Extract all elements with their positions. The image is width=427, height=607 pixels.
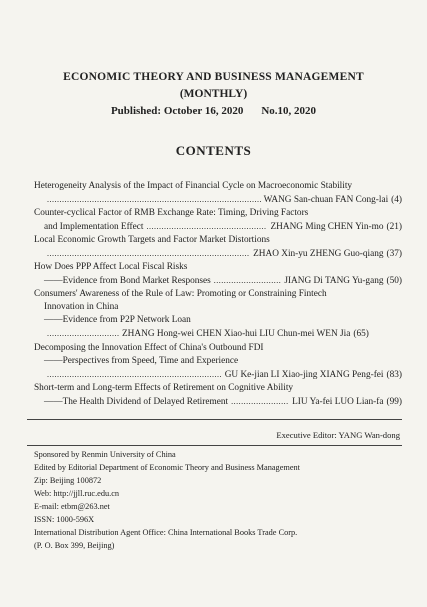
contents-heading: CONTENTS: [175, 143, 252, 158]
zip-line: Zip: Beijing 100872: [34, 476, 102, 485]
article-6-title: Decomposing the Innovation Effect of China's Outbound FDI: [34, 343, 264, 353]
bottom-divider: [27, 445, 402, 446]
article-2-byline: [44, 221, 402, 233]
article-5-subtitle: ——Evidence from P2P Network Loan: [44, 315, 191, 325]
publication-line: [0, 105, 427, 117]
article-3-byline: [44, 248, 402, 260]
journal-frequency: (MONTHLY): [179, 88, 248, 100]
article-4-byline: [44, 275, 402, 287]
leader-dots: [47, 369, 222, 380]
leader-dots: [47, 194, 261, 205]
leader-dots: [231, 396, 289, 407]
issn-line: ISSN: 1000-596X: [34, 515, 95, 524]
article-2-page: (21): [386, 222, 402, 232]
article-1-title: Heterogeneity Analysis of the Impact of Financial Cycle on Macroeconomic Stability: [34, 181, 353, 191]
article-6-page: (83): [386, 370, 402, 380]
article-1-authors: WANG San-chuan FAN Cong-lai: [263, 195, 389, 205]
article-6-subtitle: ——Perspectives from Speed, Time and Experience: [44, 356, 239, 366]
article-2-lead: and Implementation Effect: [44, 222, 144, 232]
article-7-title: Short-term and Long-term Effects of Retirement on Cognitive Ability: [34, 383, 294, 393]
article-3-page: (37): [386, 249, 402, 259]
article-5-authors: ZHANG Hong-wei CHEN Xiao-hui LIU Chun-mei WEN Jia: [122, 329, 351, 339]
article-2-title: Counter-cyclical Factor of RMB Exchange Rate: Timing, Driving Factors: [34, 208, 309, 218]
article-4-title: How Does PPP Affect Local Fiscal Risks: [34, 262, 188, 272]
article-4-lead: ——Evidence from Bond Market Responses: [44, 276, 211, 286]
email-line: E-mail: etbm@263.net: [34, 502, 110, 511]
web-line: Web: http://jjll.ruc.edu.cn: [34, 489, 120, 498]
editor-line: Edited by Editorial Department of Economic Theory and Business Management: [34, 463, 300, 472]
published-date: Published: October 16, 2020: [110, 105, 244, 117]
sponsor-line: Sponsored by Renmin University of China: [34, 450, 176, 459]
article-6-byline: [44, 369, 402, 381]
top-divider: [27, 419, 402, 420]
article-5-byline: [44, 328, 402, 340]
executive-editor: Executive Editor: YANG Wan-dong: [276, 430, 400, 440]
article-2-authors: ZHANG Ming CHEN Yin-mo: [270, 222, 384, 232]
article-3-authors: ZHAO Xin-yu ZHENG Guo-qiang: [253, 249, 384, 259]
article-7-authors: LIU Ya-fei LUO Lian-fa: [292, 397, 384, 407]
article-4-page: (50): [386, 276, 402, 286]
issue-number: No.10, 2020: [261, 105, 317, 117]
leader-dots: [146, 221, 267, 232]
article-5-title: Consumers' Awareness of the Rule of Law: Promoting or Constraining Fintech: [34, 289, 327, 299]
journal-title: ECONOMIC THEORY AND BUSINESS MANAGEMENT: [63, 71, 364, 83]
article-6-authors: GU Ke-jian LI Xiao-jing XIANG Peng-fei: [224, 370, 384, 380]
distribution-line: International Distribution Agent Office: China International Books Trade Corp.: [34, 528, 298, 537]
po-box-line: (P. O. Box 399, Beijing): [34, 541, 115, 550]
leader-dots: [214, 275, 282, 286]
article-7-lead: ——The Health Dividend of Delayed Retirement: [44, 397, 229, 407]
article-3-title: Local Economic Growth Targets and Factor Market Distortions: [34, 235, 270, 245]
leader-dots: [47, 328, 119, 339]
article-1-byline: [44, 194, 402, 206]
article-5-page: (65): [353, 329, 369, 339]
article-1-page: (4): [391, 195, 402, 205]
article-4-authors: JIANG Di TANG Yu-gang: [284, 276, 384, 286]
article-5-title-cont: Innovation in China: [44, 302, 119, 312]
article-7-byline: [44, 396, 402, 408]
article-7-page: (99): [386, 397, 402, 407]
leader-dots: [47, 248, 250, 259]
